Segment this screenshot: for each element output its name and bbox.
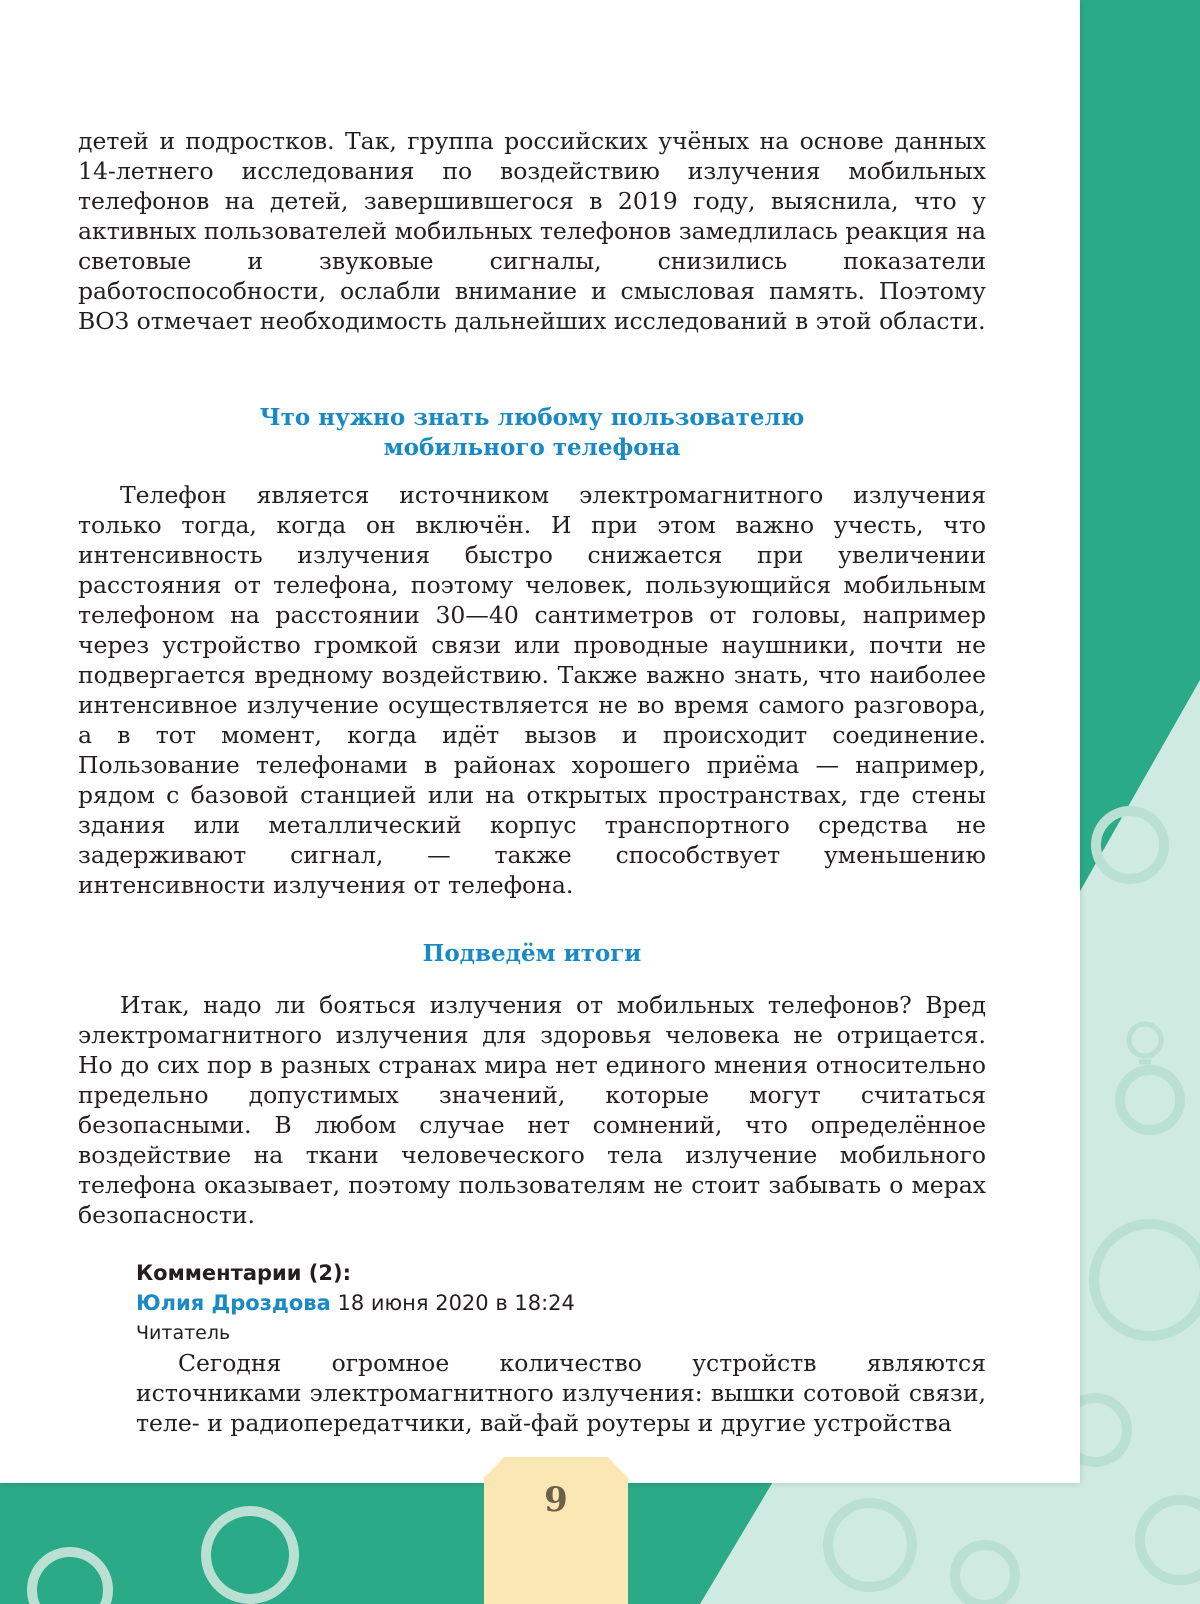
comments-section [136,1258,986,1438]
comment-author[interactable]: Юлия Дроздова [136,1291,331,1315]
section-heading-line: мобильного телефона [383,434,681,461]
comment-body: Сегодня огромное количество устройств являются источниками электромагнитного излучения: вышки сотовой связи, теле- и радиопередатчики, вай-фай роутеры и другие устройства [136,1349,986,1437]
section-heading-summary: Подведём итоги [422,940,642,967]
page-number: 9 [544,1480,568,1520]
paragraph-research: детей и подростков. Так, группа российских учёных на основе данных 14-летнего исследования по воздействию излучения мобильных телефонов на детей, завершившегося в 2019 году, выяснила, что у активных пользователей мобильных телефонов замедлилась реакция на световые и звуковые сигналы, снизились показатели работоспособности, ослабли внимание и смысловая память. Поэтому ВОЗ отмечает необходимость дальнейших исследований в этой области. [78,127,986,335]
comment-datetime: 18 июня 2020 в 18:24 [337,1291,575,1315]
paragraph-summary: Итак, надо ли бояться излучения от мобильных телефонов? Вред электромагнитного излучения для здоровья человека не отрицается. Но до сих пор в разных странах мира нет единого мнения относительно предельно допустимых значений, которые могут считаться безопасными. В любом случае нет сомнений, что определённое воздействие на ткани человеческого тела излучение мобильного телефона оказывает, поэтому пользователям не стоит забывать о мерах безопасности. [78,991,986,1229]
comment-meta [136,1288,986,1318]
comments-title: Комментарии (2): [136,1261,351,1285]
comment-role: Читатель [136,1322,231,1344]
paragraph-phone-usage: Телефон является источником электромагнитного излучения только тогда, когда он включён. И при этом важно учесть, что интенсивность излучения быстро снижается при увеличении расстояния от телефона, поэтому человек, пользующийся мобильным телефоном на расстоянии 30—40 сантиметров от головы, например через устройство громкой связи или проводные наушники, почти не подвергается вредному воздействию. Также важно знать, что наиболее интенсивное излучение осуществляется не во время самого разговора, а в тот момент, когда идёт вызов и происходит соединение. Пользование телефонами в районах хорошего приёма — например, рядом с базовой станцией или на открытых пространствах, где стены здания или металлический корпус транспортного средства не задерживают сигнал, — также способствует уменьшению интенсивности излучения от телефона. [78,481,986,899]
section-heading-line: Что нужно знать любому пользователю [259,404,805,431]
section-heading [78,403,986,463]
body-paragraph [78,126,986,336]
body-paragraph [78,990,986,1230]
body-paragraph [78,480,986,900]
